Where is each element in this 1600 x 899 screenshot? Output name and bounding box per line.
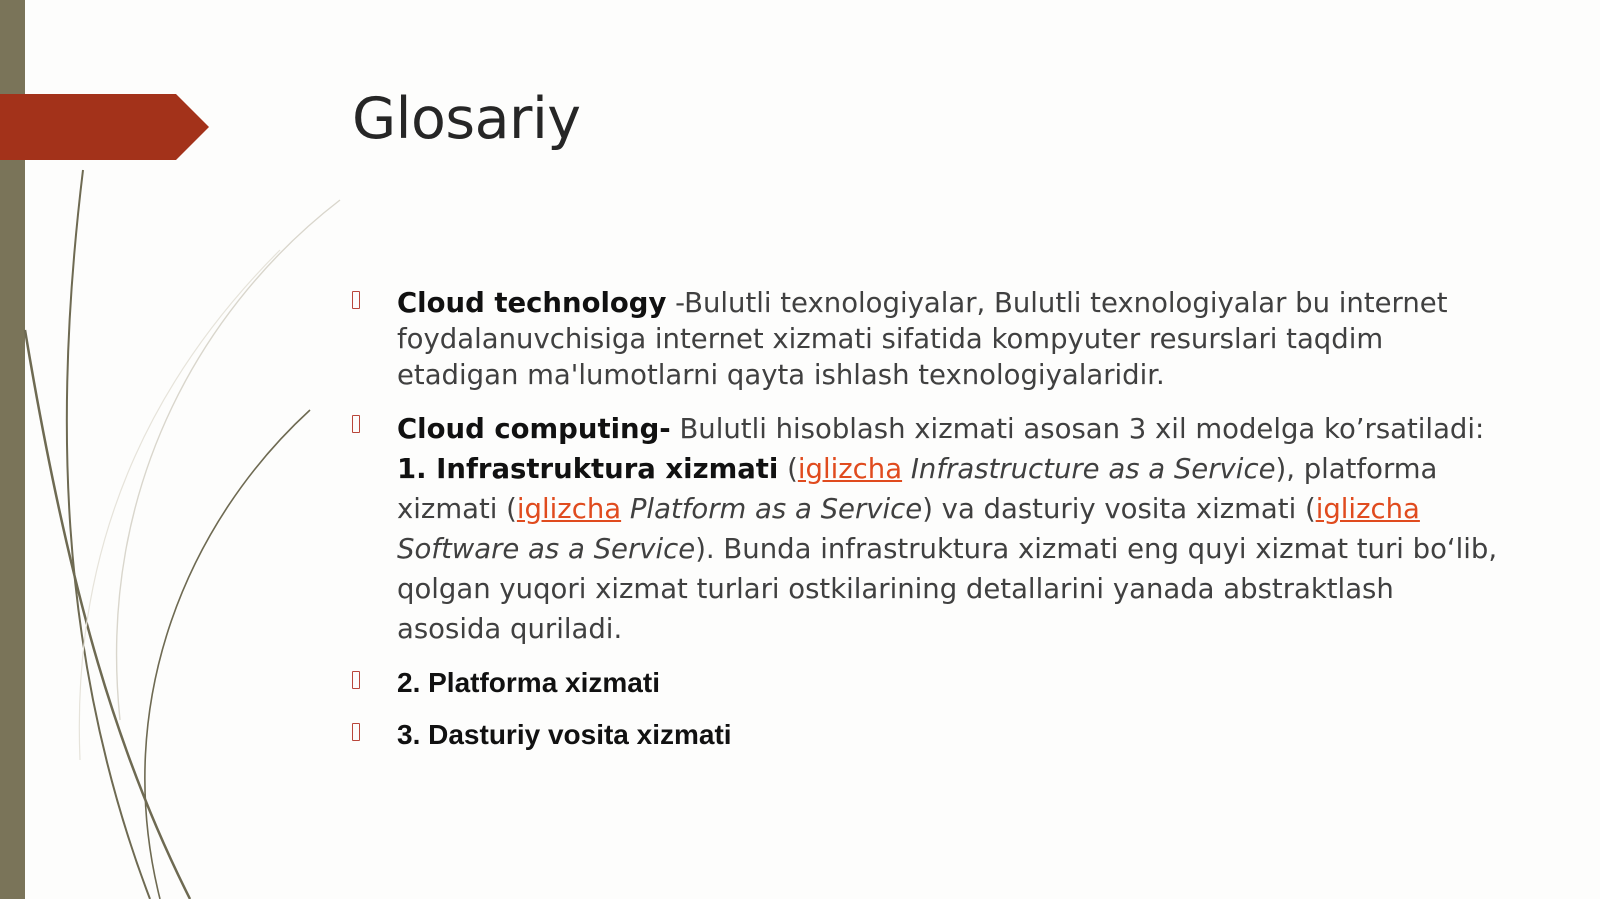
bullet-box-icon [352, 291, 360, 309]
definition-intro: Bulutli hisoblash xizmati asosan 3 xil modelga ko’rsatiladi: [670, 413, 1485, 445]
glossary-list [352, 285, 1502, 769]
term-cloud-technology: Cloud technology [397, 287, 667, 319]
english-term-paas: Platform as a Service [621, 493, 923, 525]
definition-middle-2: ) va dasturiy vosita xizmati ( [922, 493, 1316, 525]
list-item [352, 665, 1502, 701]
bullet-box-icon [352, 671, 360, 689]
link-iglizcha-3[interactable]: iglizcha [1315, 493, 1420, 525]
title-arrow-banner [0, 94, 210, 160]
term-separator: -Bulutli texnologiyalar, [666, 287, 994, 319]
list-item [352, 409, 1502, 649]
software-service-heading: 3. Dasturiy vosita xizmati [397, 719, 732, 750]
bullet-box-icon [352, 723, 360, 741]
definition-middle-1: ), platforma xizmati ( [397, 453, 1438, 525]
slide-title: Glosariy [352, 86, 581, 152]
definition-text: Bulutli texnologiyalar bu internet foydalanuvchisiga internet xizmati sifatida kompyuter resurslari taqdim etadigan ma'lumotlarni qayta ishlash texnologiyalaridir. [397, 287, 1448, 391]
list-item [352, 285, 1502, 393]
model-infrastructure-label: 1. Infrastruktura xizmati [397, 453, 779, 485]
bullet-box-icon [352, 415, 360, 433]
platform-service-heading: 2. Platforma xizmati [397, 667, 660, 698]
link-iglizcha-2[interactable]: iglizcha [516, 493, 622, 525]
list-item [352, 717, 1502, 753]
link-iglizcha-1[interactable]: iglizcha [797, 453, 903, 485]
term-cloud-computing: Cloud computing- [397, 413, 671, 445]
english-term-saas: Software as a Service [397, 533, 696, 565]
english-term-iaas: Infrastructure as a Service [902, 453, 1276, 485]
paren-open: ( [778, 453, 798, 485]
definition-tail: ). Bunda infrastruktura xizmati eng quyi xizmat turi bo‘lib, qolgan yuqori xizmat turlari ostkilarining detallarini yanada abstraktlash asosida quriladi. [397, 533, 1498, 645]
